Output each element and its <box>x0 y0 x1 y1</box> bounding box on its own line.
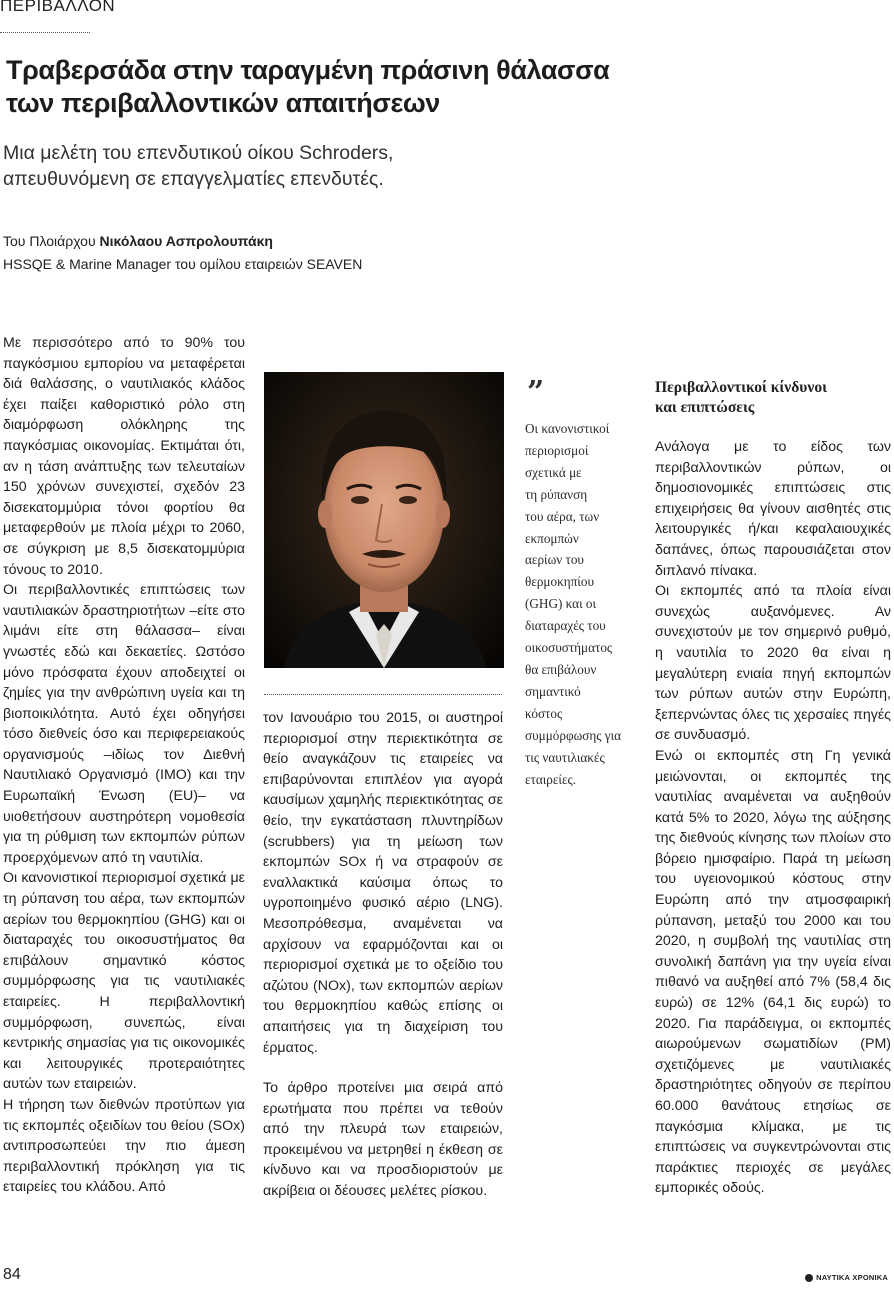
sidebar-paragraph: Οι εκπομπές από τα πλοία είναι συνεχώς αυξανόμενες. Αν συνεχιστούν με τον σημερινό ρυθμό, η ναυτιλία το 2020 θα είναι η μεγαλύτερη ενιαία πηγή εκπομπών των ρύπων αυτών στην Ευρώπη, ξεπερνώντας όλες τις χερσαίες πηγές σε συνδυασμό. <box>655 583 891 744</box>
sidebar-paragraph: Ενώ οι εκπομπές στη Γη γενικά μειώνονται, οι εκπομπές της ναυτιλίας αναμένεται να αυξηθούν κατά 5% το 2020, λόγω της αύξησης της διεθνούς κίνησης των πλοίων στο βόρειο ημισφαίριο. Παρά τη μείωση του υγειονομικού κόστους στην Ευρώπη από την ατμοσφαιρική ρύπανση, μεταξύ του 2000 και του 2020, η συμβολή της ναυτιλίας στη συνολική δαπάνη για την υγεία είναι πιθανό να αυξηθεί από 7% (58,4 δις ευρώ) σε 12% (64,1 δις ευρώ) το 2020. Για παράδειγμα, οι εκπομπές αιωρούμενων σωματιδίων (PM) σχετιζόμενες με ναυτιλιακές δραστηριότητες οδηγούν σε περίπου 60.000 θανάτους ετησίως σε παγκόσμια κλίμακα, με τις επιπτώσεις να συγκεντρώνονται στις παράκτιες περιοχές σε μεγάλες εμπορικές οδούς. <box>655 747 891 1197</box>
headline-line: των περιβαλλοντικών απαιτήσεων <box>6 88 440 118</box>
publication-brand <box>805 1273 888 1282</box>
photo-divider <box>264 694 502 695</box>
quote-mark-icon: ” <box>527 375 545 410</box>
pull-quote-line: Οι κανονιστικοί <box>525 421 610 436</box>
pull-quote-line: εκπομπών <box>525 530 579 546</box>
pull-quote-line: θερμοκηπίου <box>525 574 594 590</box>
sidebar-paragraph: Ανάλογα με το είδος των περιβαλλοντικών ρύπων, οι δημοσιονομικές επιπτώσεις στις επιχειρήσεις θα γίνουν αισθητές στις λειτουργικές ή/και κεφαλαιουχικές δαπάνες, όπως παρουσιάζεται στον διπλανό πίνακα. <box>655 439 891 579</box>
sidebar-column <box>655 437 891 1199</box>
sidebar-heading <box>655 378 891 418</box>
pull-quote-line: του αέρα, των <box>525 508 600 524</box>
article-subtitle <box>3 140 603 192</box>
pull-quote-line: εταιρείες. <box>525 771 577 787</box>
byline-prefix: Του Πλοιάρχου <box>3 233 100 249</box>
page-number: 84 <box>3 1266 21 1283</box>
pull-quote-line: διαταραχές του <box>525 618 606 634</box>
pull-quote-line: κόστος <box>525 705 563 721</box>
brand-logo-icon <box>805 1274 813 1282</box>
brand-name: ΝΑΥΤΙΚΑ ΧΡΟΝΙΚΑ <box>816 1273 888 1282</box>
section-divider <box>0 32 90 33</box>
body-column-1 <box>3 333 245 1198</box>
body-paragraph: τον Ιανουάριο του 2015, οι αυστηροί περιορισμοί στην περιεκτικότητα σε θείο αναγκάζουν τις εταιρείες να επιβαρύνονται επιπλέον για αγορά καυσίμων χαμηλής περιεκτικότητας σε θείο, την εγκατάσταση πλυντηρίδων (scrubbers) για τη μείωση των εκπομπών SOx ή να στραφούν σε εναλλακτικά καύσιμα όπως το υγροποιημένο φυσικό αέριο (LNG). Μεσοπρόθεσμα, αναμένεται να αρχίσουν να εφαρμόζονται και οι περιορισμοί σχετικά με το οξείδιο του αζώτου (NOx), των εκπομπών αερίων του θερμοκηπίου καθώς επίσης οι απαιτήσεις για τη διαχείριση του έρματος. <box>263 710 503 1056</box>
subtitle-line: Μια μελέτη του επενδυτικού οίκου Schroders, <box>3 142 394 164</box>
author-name: Νικόλαου Ασπρολουπάκη <box>99 233 273 249</box>
pull-quote-line: θα επιβάλουν <box>525 661 597 677</box>
pull-quote-line: τη ρύπανση <box>525 486 588 502</box>
pull-quote-line: αερίων του <box>525 552 584 568</box>
body-paragraph: Η τήρηση των διεθνών προτύπων για τις εκπομπές οξειδίων του θείου (SOx) αντιπροσωπεύει την πιο άμεση περιβαλλοντική πρόκληση για τις εταιρείες του κλάδου. Από <box>3 1096 245 1196</box>
author-role: HSSQE & Marine Manager του ομίλου εταιρειών SEAVEN <box>3 256 363 272</box>
byline-author-line <box>3 230 703 253</box>
author-photo <box>264 372 504 668</box>
sidebar-heading-line: και επιπτώσεις <box>655 399 755 416</box>
body-paragraph: Με περισσότερο από το 90% του παγκόσμιου εμπορίου να μεταφέρεται διά θαλάσσης, ο ναυτιλιακός κλάδος έχει παίξει καθοριστικό ρόλο στη διαμόρφωση ολόκληρης της παγκόσμιας οικονομίας. Εκτιμάται ότι, αν η τάση ανάπτυξης των τελευταίων 150 χρόνων συνεχιστεί, σχεδόν 23 δισεκατομμύρια τόνοι φορτίου θα μεταφερθούν με πλοία μέχρι το 2060, σε σύγκριση με 8,5 δισεκατομμύρια τόνους το 2010. <box>3 335 245 578</box>
byline <box>3 230 703 276</box>
section-label: ΠΕΡΙΒΑΛΛΟΝ <box>0 0 116 15</box>
body-paragraph: Οι περιβαλλοντικές επιπτώσεις των ναυτιλιακών δραστηριοτήτων –είτε στο λιμάνι είτε στη θάλασσα– είναι γνωστές εδώ και δεκαετίες. Ωστόσο μόνο πρόσφατα έχουν αποδειχτεί οι ζημίες για την ανθρώπινη υγεία και τη βιοποικιλότητα. Αυτό έχει οδηγήσει τόσο διεθνείς όσο και περιφερειακούς οργανισμούς –ιδίως τον Διεθνή Ναυτιλιακό Οργανισμό (IMO) και την Ευρωπαϊκή Ένωση (EU)– να υιοθετήσουν αυστηρότερη νομοθεσία για τη ρύθμιση των εκπομπών ρύπων προερχόμενων από τη ναυτιλία. <box>3 582 245 866</box>
article-headline <box>6 54 706 120</box>
pull-quote-line: περιορισμοί <box>525 442 589 458</box>
author-portrait-image <box>264 372 504 668</box>
body-column-2 <box>263 708 503 1202</box>
pull-quote-line: τις ναυτιλιακές <box>525 749 605 765</box>
pull-quote-line: σημαντικό <box>525 683 581 699</box>
headline-line: Τραβερσάδα στην ταραγμένη πράσινη θάλασσα <box>6 55 610 85</box>
pull-quote-line: (GHG) και οι <box>525 596 597 612</box>
pull-quote-line: σχετικά με <box>525 464 582 480</box>
pull-quote <box>525 418 645 790</box>
subtitle-line: απευθυνόμενη σε επαγγελματίες επενδυτές. <box>3 168 384 190</box>
sidebar-heading-line: Περιβαλλοντικοί κίνδυνοι <box>655 379 827 396</box>
pull-quote-line: συμμόρφωσης για <box>525 727 622 743</box>
body-paragraph: Οι κανονιστικοί περιορισμοί σχετικά με τη ρύπανση του αέρα, των εκπομπών αερίων του θερμοκηπίου (GHG) και οι διαταραχές του οικοσυστήματος θα επιβάλουν σημαντικό κόστος συμμόρφωσης για τις ναυτιλιακές εταιρείες. Η περιβαλλοντική συμμόρφωση, συνεπώς, είναι κεντρικής σημασίας για τις οικονομικές και λειτουργικές προτεραιότητες αυτών των εταιρειών. <box>3 870 245 1093</box>
pull-quote-line: οικοσυστήματος <box>525 640 613 656</box>
body-paragraph: Το άρθρο προτείνει μια σειρά από ερωτήματα που πρέπει να τεθούν από την πλευρά των εταιρειών, προκειμένου να μετρηθεί η έκθεση σε κίνδυνο και να προσδιοριστούν με ακρίβεια οι δέουσες μελέτες ρίσκου. <box>263 1080 503 1200</box>
